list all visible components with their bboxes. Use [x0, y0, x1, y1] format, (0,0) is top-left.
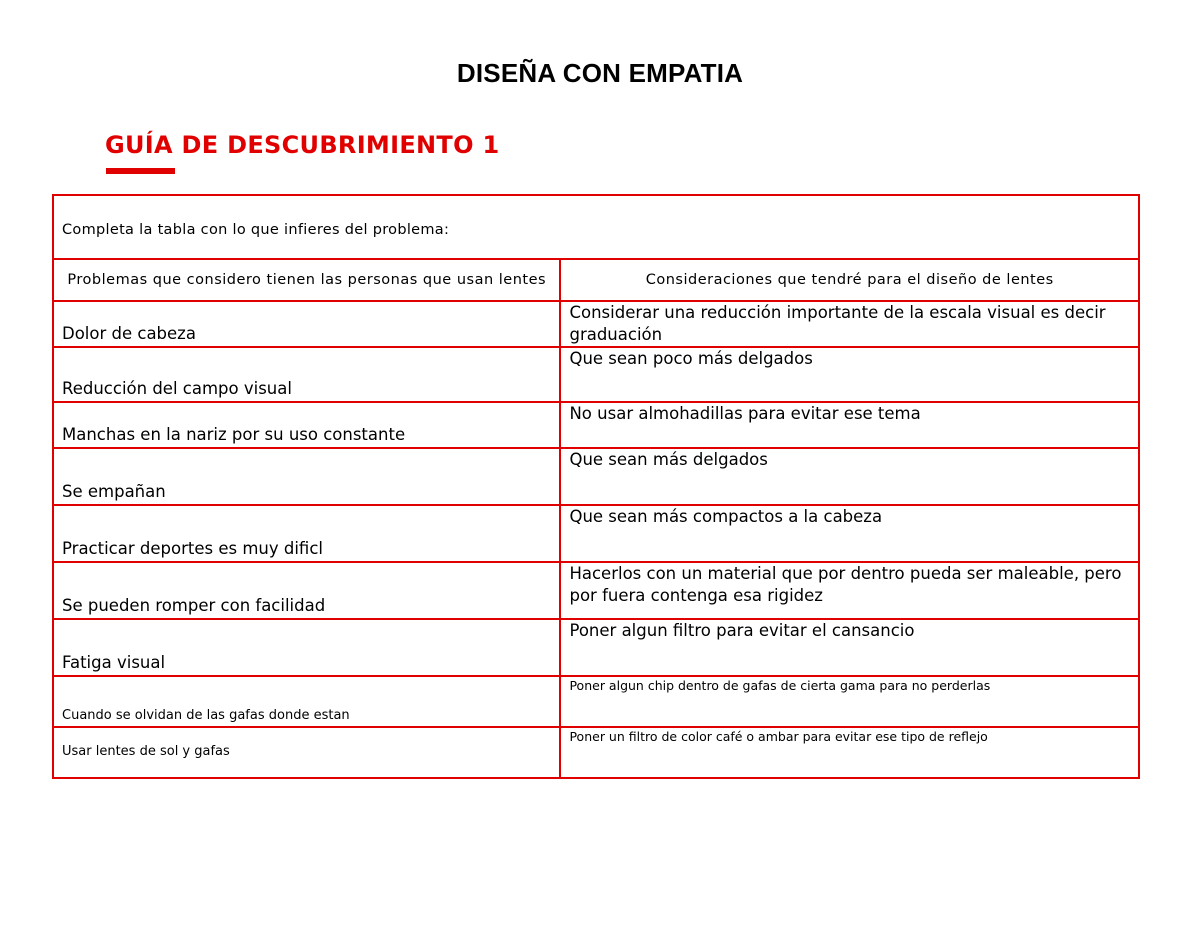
problem-cell: Reducción del campo visual: [53, 347, 560, 402]
consideration-cell: Considerar una reducción importante de la escala visual es decir graduación: [560, 301, 1139, 347]
table-row: [53, 676, 1139, 727]
consideration-cell: Que sean más compactos a la cabeza: [560, 505, 1139, 562]
table-row: [53, 727, 1139, 778]
problem-cell: Se empañan: [53, 448, 560, 505]
table-row: [53, 505, 1139, 562]
consideration-cell: No usar almohadillas para evitar ese tema: [560, 402, 1139, 448]
consideration-cell: Poner un filtro de color café o ambar para evitar ese tipo de reflejo: [560, 727, 1139, 778]
consideration-cell: Poner algun filtro para evitar el cansancio: [560, 619, 1139, 676]
table-instruction: Completa la tabla con lo que infieres del problema:: [53, 195, 1139, 259]
document-title: DISEÑA CON EMPATIA: [456, 58, 744, 88]
problem-cell: Cuando se olvidan de las gafas donde estan: [53, 676, 560, 727]
problem-cell: Practicar deportes es muy dificl: [53, 505, 560, 562]
consideration-cell: Que sean poco más delgados: [560, 347, 1139, 402]
discovery-table: [52, 194, 1140, 779]
problem-cell: Usar lentes de sol y gafas: [53, 727, 560, 778]
table-row: [53, 562, 1139, 619]
problem-cell: Se pueden romper con facilidad: [53, 562, 560, 619]
table-intro-row: [53, 195, 1139, 259]
table-row: [53, 448, 1139, 505]
guide-title: GUÍA DE DESCUBRIMIENTO 1: [105, 131, 500, 159]
guide-title-underline: [106, 168, 175, 174]
table-row: [53, 347, 1139, 402]
problem-cell: Fatiga visual: [53, 619, 560, 676]
problem-cell: Manchas en la nariz por su uso constante: [53, 402, 560, 448]
header-problems: Problemas que considero tienen las personas que usan lentes: [53, 259, 560, 301]
consideration-cell: Que sean más delgados: [560, 448, 1139, 505]
consideration-cell: Hacerlos con un material que por dentro pueda ser maleable, pero por fuera contenga esa rigidez: [560, 562, 1139, 619]
table-row: [53, 402, 1139, 448]
table-row: [53, 619, 1139, 676]
table-row: [53, 301, 1139, 347]
header-considerations: Consideraciones que tendré para el diseño de lentes: [560, 259, 1139, 301]
table-header-row: [53, 259, 1139, 301]
problem-cell: Dolor de cabeza: [53, 301, 560, 347]
consideration-cell: Poner algun chip dentro de gafas de cierta gama para no perderlas: [560, 676, 1139, 727]
